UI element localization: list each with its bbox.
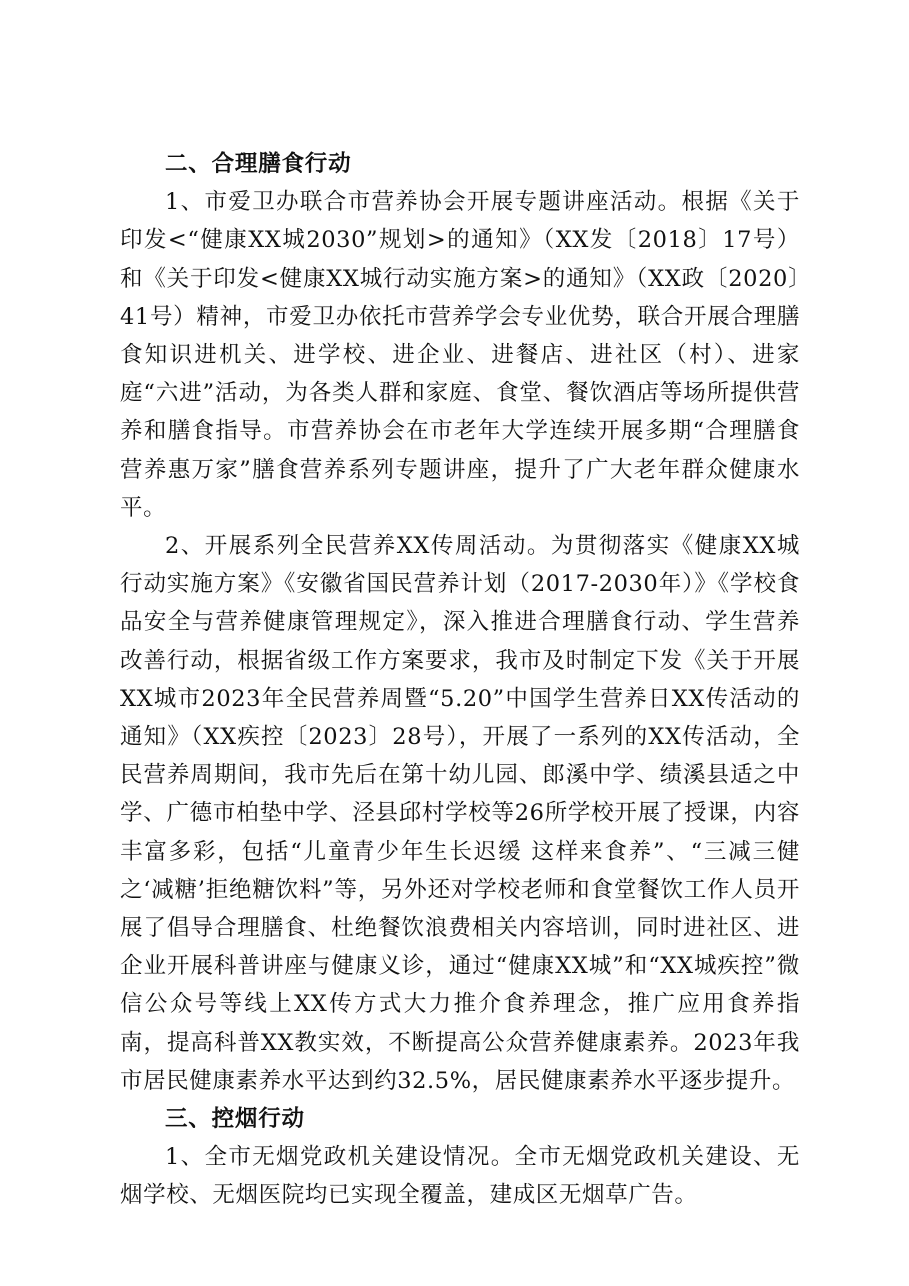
section-heading-diet: 二、合理膳食行动 xyxy=(165,151,352,177)
paragraph-nutrition-lectures: 1、市爱卫办联合市营养协会开展专题讲座活动。根据《关于印发<“健康XX城2030”规划>的通知》（XX发〔2018〕17号）和《关于印发<健康XX城行动实施方案>的通知》（XX政〔2020〕41号）精神，市爱卫办依托市营养学会专业优势，联合开展合理膳食知识进机关、进学校、进企业、进餐店、进社区（村）、进家庭“六进”活动，为各类人群和家庭、食堂、餐饮酒店等场所提供营养和膳食指导。市营养协会在市老年大学连续开展多期“合理膳食营养惠万家”膳食营养系列专题讲座，提升了广大老年群众健康水平。 xyxy=(120,189,800,521)
paragraph-nutrition-week: 2、开展系列全民营养XX传周活动。为贯彻落实《健康XX城行动实施方案》《安徽省国民营养计划（2017-2030年）》《学校食品安全与营养健康管理规定》，深入推进合理膳食行动、学生营养改善行动，根据省级工作方案要求，我市及时制定下发《关于开展XX城市2023年全民营养周暨“5.20”中国学生营养日XX传活动的通知》（XX疾控〔2023〕28号），开展了一系列的XX传活动，全民营养周期间，我市先后在第十幼儿园、郎溪中学、绩溪县适之中学、广德市柏垫中学、泾县邱村学校等26所学校开展了授课，内容丰富多彩，包括“儿童青少年生长迟缓 这样来食养”、“三减三健之‘减糖’拒绝糖饮料”等，另外还对学校老师和食堂餐饮工作人员开展了倡导合理膳食、杜绝餐饮浪费相关内容培训，同时进社区、进企业开展科普讲座与健康义诊，通过“健康XX城”和“XX城疾控”微信公众号等线上XX传方式大力推介食养理念，推广应用食养指南，提高科普XX教实效，不断提高公众营养健康素养。2023年我市居民健康素养水平达到约32.5%，居民健康素养水平逐步提升。 xyxy=(120,533,800,1094)
section-heading-tobacco: 三、控烟行动 xyxy=(165,1106,305,1133)
paragraph-smoke-free: 1、全市无烟党政机关建设情况。全市无烟党政机关建设、无烟学校、无烟医院均已实现全覆盖，建成区无烟草广告。 xyxy=(120,1144,800,1209)
document-body xyxy=(120,145,800,1215)
